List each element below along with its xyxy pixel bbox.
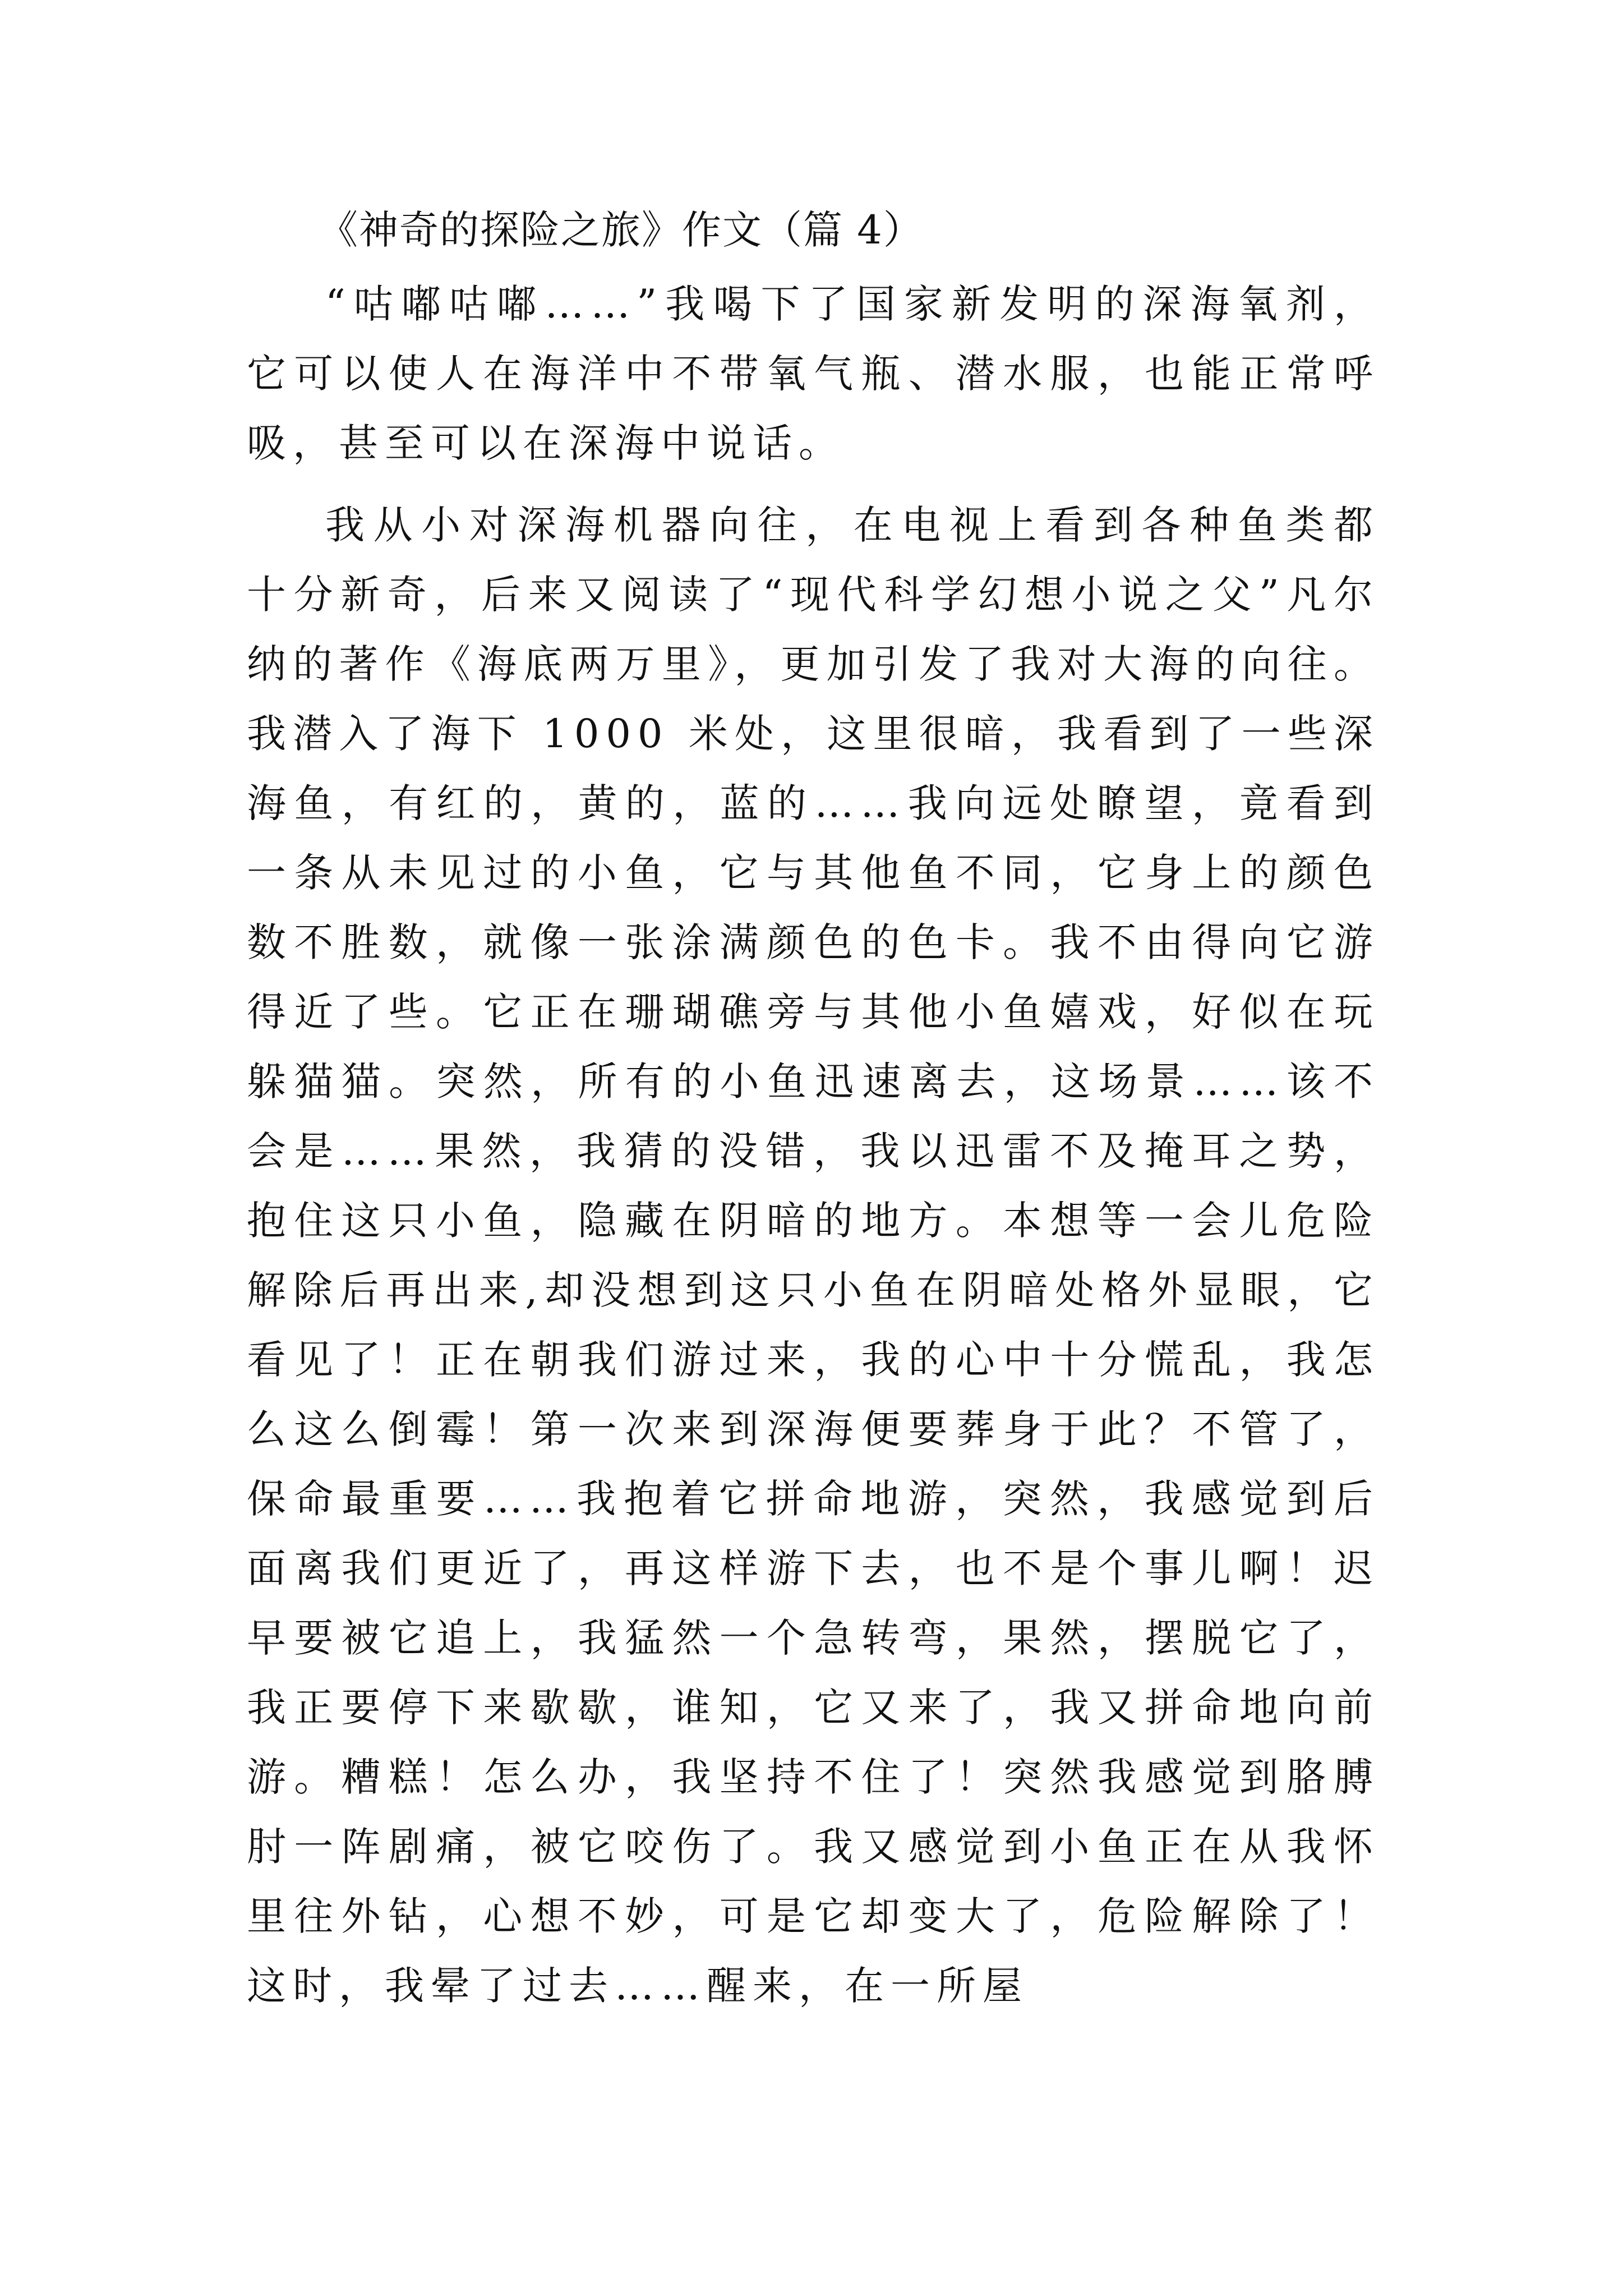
document-title: 《神奇的探险之旅》作文（篇 4）	[319, 207, 924, 253]
paragraph-2: 我从小对深海机器向往，在电视上看到各种鱼类都十分新奇，后来又阅读了“现代科学幻想小说之父”凡尔纳的著作《海底两万里》，更加引发了我对大海的向往。我潜入了海下 1000 米处，这里很暗，我看到了一些深海鱼，有红的，黄的，蓝的……我向远处瞭望，竟看到一条从未见过的小鱼，它与其他鱼不同，它身上的颜色数不胜数，就像一张涂满颜色的色卡。我不由得向它游得近了些。它正在珊瑚礁旁与其他小鱼嬉戏，好似在玩躲猫猫。突然，所有的小鱼迅速离去，这场景……该不会是……果然，我猜的没错，我以迅雷不及掩耳之势，抱住这只小鱼，隐藏在阴暗的地方。本想等一会儿危险解除后再出来,却没想到这只小鱼在阴暗处格外显眼，它看见了！正在朝我们游过来，我的心中十分慌乱，我怎么这么倒霉！第一次来到深海便要葬身于此？不管了，保命最重要……我抱着它拼命地游，突然，我感觉到后面离我们更近了，再这样游下去，也不是个事儿啊！迟早要被它追上，我猛然一个急转弯，果然，摆脱它了，我正要停下来歇歇，谁知，它又来了，我又拼命地向前游。糟糕！怎么办，我坚持不住了！突然我感觉到胳膊肘一阵剧痛，被它咬伤了。我又感觉到小鱼正在从我怀里往外钻，心想不妙，可是它却变大了，危险解除了！这时，我晕了过去……醒来，在一所屋	[247, 502, 1380, 2009]
document-body	[247, 202, 1380, 2021]
paragraph-1: “咕嘟咕嘟……”我喝下了国家新发明的深海氧剂，它可以使人在海洋中不带氧气瓶、潜水服，也能正常呼吸，甚至可以在深海中说话。	[247, 281, 1380, 466]
